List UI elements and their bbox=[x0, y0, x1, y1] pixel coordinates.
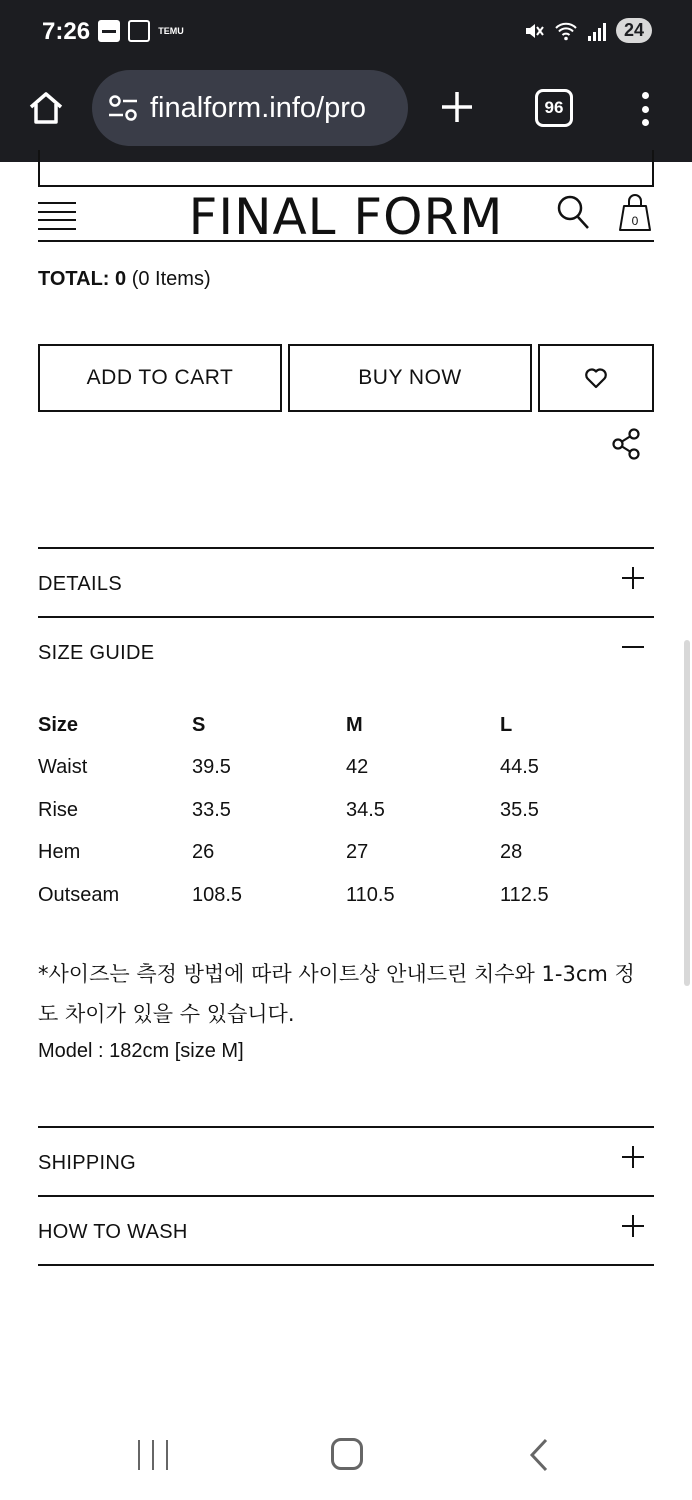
model-info: Model : 182cm [size M] bbox=[38, 1040, 244, 1062]
table-cell: 33.5 bbox=[192, 798, 231, 821]
total-amount: 0 bbox=[115, 268, 127, 290]
scrollbar[interactable] bbox=[684, 640, 690, 986]
table-header-row bbox=[38, 704, 598, 747]
new-tab-icon[interactable] bbox=[440, 90, 474, 124]
table-cell: 44.5 bbox=[500, 756, 539, 779]
accordion-details-label: DETAILS bbox=[38, 573, 122, 595]
table-cell: 110.5 bbox=[346, 883, 395, 906]
plus-icon[interactable] bbox=[622, 1146, 644, 1168]
total-summary bbox=[38, 268, 211, 291]
minus-icon[interactable] bbox=[622, 636, 644, 658]
table-cell: Waist bbox=[38, 756, 88, 779]
screenshot-icon bbox=[128, 20, 150, 42]
wifi-icon bbox=[554, 21, 578, 41]
total-items: (0 Items) bbox=[131, 268, 211, 290]
recents-icon[interactable] bbox=[138, 1440, 168, 1470]
url-text: finalform.info/pro bbox=[150, 91, 366, 124]
table-cell: 34.5 bbox=[346, 798, 385, 821]
table-cell: 112.5 bbox=[500, 883, 549, 906]
search-icon[interactable] bbox=[556, 194, 590, 230]
site-logo[interactable]: FINAL FORM bbox=[188, 188, 504, 246]
accordion-size-guide-label: SIZE GUIDE bbox=[38, 642, 155, 664]
table-cell: Rise bbox=[38, 798, 79, 821]
total-label: TOTAL: bbox=[38, 268, 110, 290]
flipboard-icon bbox=[98, 20, 120, 42]
temu-icon: TEMU bbox=[158, 25, 184, 36]
tab-switcher-button[interactable]: 96 bbox=[535, 89, 573, 127]
table-header-cell: M bbox=[346, 713, 363, 736]
table-cell: Outseam bbox=[38, 883, 120, 906]
share-icon[interactable] bbox=[611, 428, 641, 460]
table-cell: 108.5 bbox=[192, 883, 243, 906]
url-bar[interactable] bbox=[92, 70, 408, 146]
table-cell: Hem bbox=[38, 841, 81, 864]
wishlist-button[interactable] bbox=[538, 344, 654, 412]
table-row bbox=[38, 874, 598, 917]
previous-section-box bbox=[38, 150, 654, 187]
table-row bbox=[38, 747, 598, 790]
status-time: 7:26 bbox=[42, 18, 91, 45]
table-cell: 42 bbox=[346, 756, 369, 779]
accordion-details[interactable] bbox=[38, 547, 654, 617]
accordion-shipping[interactable] bbox=[38, 1126, 654, 1196]
table-cell: 35.5 bbox=[500, 798, 539, 821]
battery-indicator: 24 bbox=[616, 18, 652, 43]
table-header-cell: L bbox=[500, 713, 513, 736]
table-cell: 27 bbox=[346, 841, 369, 864]
size-guide-table bbox=[38, 704, 598, 917]
browser-chrome bbox=[0, 0, 692, 162]
buy-now-button[interactable]: BUY NOW bbox=[288, 344, 532, 412]
accordion-size-guide[interactable] bbox=[38, 616, 654, 686]
table-header-cell: S bbox=[192, 713, 206, 736]
accordion-divider bbox=[38, 1264, 654, 1266]
add-to-cart-button[interactable]: ADD TO CART bbox=[38, 344, 282, 412]
plus-icon[interactable] bbox=[622, 567, 644, 589]
table-cell: 28 bbox=[500, 841, 523, 864]
table-row bbox=[38, 789, 598, 832]
system-nav-bar bbox=[0, 1410, 692, 1500]
site-settings-icon[interactable] bbox=[108, 94, 138, 122]
notification-icons bbox=[98, 20, 184, 42]
status-right bbox=[524, 18, 652, 43]
site-header bbox=[38, 188, 654, 246]
home-icon[interactable] bbox=[28, 90, 64, 126]
table-cell: 39.5 bbox=[192, 756, 231, 779]
nav-home-icon[interactable] bbox=[331, 1438, 363, 1470]
accordion-how-to-wash[interactable] bbox=[38, 1195, 654, 1265]
browser-menu-icon[interactable] bbox=[638, 92, 652, 126]
heart-icon bbox=[584, 367, 608, 389]
table-cell: 26 bbox=[192, 841, 215, 864]
plus-icon[interactable] bbox=[622, 1215, 644, 1237]
accordion-shipping-label: SHIPPING bbox=[38, 1152, 136, 1174]
size-note: *사이즈는 측정 방법에 따라 사이트상 안내드린 치수와 1-3cm 정도 차이가 있을 수 있습니다. bbox=[38, 962, 635, 1026]
cart-count: 0 bbox=[631, 214, 639, 228]
signal-icon bbox=[588, 21, 606, 41]
accordion-how-to-wash-label: HOW TO WASH bbox=[38, 1221, 188, 1243]
table-header-cell: Size bbox=[38, 713, 79, 736]
mute-icon bbox=[524, 21, 544, 41]
back-icon[interactable] bbox=[526, 1438, 554, 1472]
table-row bbox=[38, 832, 598, 875]
